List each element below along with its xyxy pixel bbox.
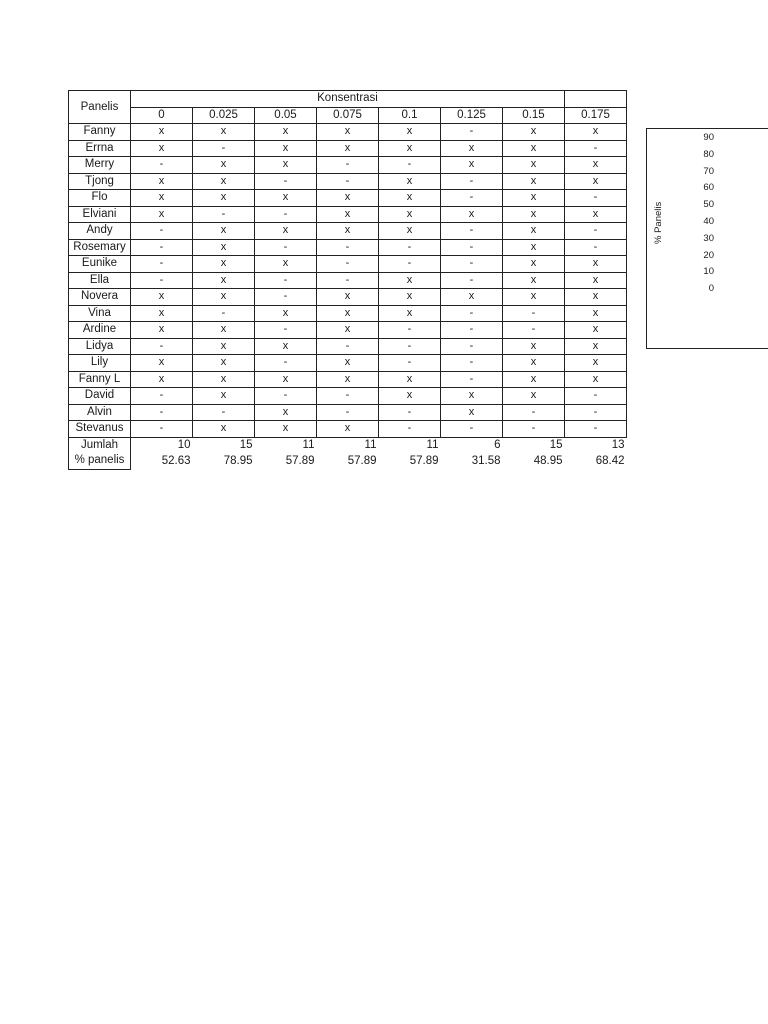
response-mark: - (131, 223, 193, 240)
response-mark: x (193, 124, 255, 141)
response-mark: x (379, 272, 441, 289)
response-mark: x (317, 421, 379, 438)
response-mark: x (255, 371, 317, 388)
response-mark: x (565, 272, 627, 289)
response-mark: - (317, 239, 379, 256)
table-row (69, 305, 627, 322)
response-mark: - (193, 140, 255, 157)
concentration-header: 0.075 (317, 107, 379, 124)
response-mark: x (565, 173, 627, 190)
response-mark: x (317, 223, 379, 240)
response-mark: x (193, 223, 255, 240)
response-mark: x (503, 272, 565, 289)
response-mark: x (131, 305, 193, 322)
response-mark: - (441, 355, 503, 372)
response-mark: - (379, 404, 441, 421)
table-row (69, 322, 627, 339)
table-row (69, 190, 627, 207)
response-mark: x (255, 190, 317, 207)
chart-y-axis-label: % Panelis (653, 201, 664, 244)
response-mark: - (441, 305, 503, 322)
response-mark: - (193, 206, 255, 223)
response-mark: x (193, 173, 255, 190)
response-mark: x (193, 338, 255, 355)
table-row (69, 173, 627, 190)
jumlah-row-value: 11 (302, 438, 315, 451)
response-mark: - (255, 322, 317, 339)
response-mark: - (317, 256, 379, 273)
response-mark: - (131, 157, 193, 174)
response-mark: x (255, 157, 317, 174)
response-mark: x (441, 388, 503, 405)
chart-y-tick: 50 (703, 199, 714, 211)
table-row (69, 404, 627, 421)
response-mark: x (441, 289, 503, 306)
response-mark: x (193, 421, 255, 438)
response-mark: x (565, 322, 627, 339)
chart-y-tick: 80 (703, 148, 714, 160)
percent-panelis-chart (646, 128, 768, 349)
response-mark: x (193, 239, 255, 256)
response-mark: - (441, 256, 503, 273)
response-mark: x (193, 355, 255, 372)
response-mark: x (503, 388, 565, 405)
response-mark: x (565, 371, 627, 388)
response-mark: - (565, 140, 627, 157)
jumlah-row-value: 11 (364, 438, 377, 451)
response-mark: - (255, 289, 317, 306)
response-mark: - (565, 223, 627, 240)
response-mark: x (317, 140, 379, 157)
chart-y-tick: 0 (708, 283, 714, 295)
response-mark: x (379, 223, 441, 240)
response-mark: x (193, 388, 255, 405)
response-mark: x (255, 140, 317, 157)
response-mark: x (317, 206, 379, 223)
response-mark: - (131, 256, 193, 273)
response-mark: x (565, 157, 627, 174)
concentration-header: 0.025 (193, 107, 255, 124)
response-mark: - (441, 190, 503, 207)
concentration-header: 0 (131, 107, 193, 124)
response-mark: - (131, 272, 193, 289)
percent-row-value: 68.42 (595, 454, 625, 467)
response-mark: x (131, 289, 193, 306)
response-mark: x (255, 223, 317, 240)
response-mark: - (131, 239, 193, 256)
response-mark: x (379, 173, 441, 190)
table-row (69, 388, 627, 405)
response-mark: x (193, 256, 255, 273)
panelist-name: Ardine (69, 322, 131, 339)
response-mark: x (565, 289, 627, 306)
response-mark: - (131, 388, 193, 405)
response-mark: x (193, 272, 255, 289)
chart-y-tick: 70 (703, 165, 714, 177)
response-mark: - (441, 338, 503, 355)
response-mark: - (193, 404, 255, 421)
response-mark: x (379, 289, 441, 306)
panelist-name: Novera (69, 289, 131, 306)
response-mark: x (565, 124, 627, 141)
table-row (69, 289, 627, 306)
response-mark: - (503, 404, 565, 421)
response-mark: - (317, 272, 379, 289)
header-konsentrasi-end (565, 91, 627, 108)
response-mark: x (131, 355, 193, 372)
response-mark: x (441, 140, 503, 157)
panelist-name: Elviani (69, 206, 131, 223)
chart-y-tick: 90 (703, 132, 714, 143)
panel-data-table (68, 90, 627, 470)
table-row (69, 239, 627, 256)
response-mark: x (317, 124, 379, 141)
response-mark: x (503, 223, 565, 240)
panelist-name: Ella (69, 272, 131, 289)
response-mark: x (379, 190, 441, 207)
response-mark: - (565, 388, 627, 405)
panelist-name: Fanny (69, 124, 131, 141)
percent-row-value: 52.63 (161, 454, 191, 467)
header-row-concentrations (69, 107, 627, 124)
response-mark: - (317, 338, 379, 355)
panelist-name: Rosemary (69, 239, 131, 256)
response-mark: x (193, 157, 255, 174)
response-mark: x (317, 289, 379, 306)
response-mark: - (255, 206, 317, 223)
percent-row-value: 57.89 (347, 454, 377, 467)
response-mark: - (503, 421, 565, 438)
response-mark: - (379, 421, 441, 438)
response-mark: - (565, 190, 627, 207)
table-row (69, 355, 627, 372)
response-mark: x (317, 190, 379, 207)
table-row (69, 272, 627, 289)
response-mark: x (441, 404, 503, 421)
header-konsentrasi: Konsentrasi (131, 91, 565, 108)
response-mark: x (255, 338, 317, 355)
response-mark: x (503, 190, 565, 207)
panelist-name: Lily (69, 355, 131, 372)
response-mark: - (565, 239, 627, 256)
table-row (69, 421, 627, 438)
response-mark: x (193, 322, 255, 339)
response-mark: - (441, 421, 503, 438)
table-row (69, 124, 627, 141)
response-mark: x (255, 404, 317, 421)
response-mark: - (379, 256, 441, 273)
percent-row-value: 48.95 (533, 454, 563, 467)
response-mark: x (565, 206, 627, 223)
panelist-name: Fanny L (69, 371, 131, 388)
response-mark: - (565, 404, 627, 421)
response-mark: x (255, 256, 317, 273)
response-mark: x (131, 190, 193, 207)
table-row (69, 256, 627, 273)
percent-row-value: 57.89 (285, 454, 315, 467)
response-mark: x (317, 305, 379, 322)
response-mark: - (255, 388, 317, 405)
response-mark: x (565, 338, 627, 355)
response-mark: - (255, 272, 317, 289)
response-mark: x (503, 124, 565, 141)
response-mark: x (441, 157, 503, 174)
response-mark: x (565, 355, 627, 372)
response-mark: x (193, 371, 255, 388)
response-mark: x (317, 322, 379, 339)
response-mark: x (379, 140, 441, 157)
chart-y-tick: 10 (703, 266, 714, 278)
response-mark: x (441, 206, 503, 223)
chart-y-tick: 60 (703, 182, 714, 194)
response-mark: - (379, 338, 441, 355)
response-mark: - (317, 157, 379, 174)
response-mark: x (565, 305, 627, 322)
response-mark: - (379, 157, 441, 174)
jumlah-row-value: 11 (426, 438, 439, 451)
concentration-header: 0.15 (503, 107, 565, 124)
percent-row-value: 31.58 (471, 454, 501, 467)
concentration-header: 0.125 (441, 107, 503, 124)
response-mark: x (379, 124, 441, 141)
panelist-name: David (69, 388, 131, 405)
response-mark: - (131, 338, 193, 355)
response-mark: x (131, 124, 193, 141)
response-mark: - (317, 173, 379, 190)
response-mark: - (441, 272, 503, 289)
response-mark: - (317, 404, 379, 421)
response-mark: - (193, 305, 255, 322)
response-mark: x (193, 190, 255, 207)
panelist-name: Lidya (69, 338, 131, 355)
response-mark: x (565, 256, 627, 273)
response-mark: x (317, 371, 379, 388)
response-mark: - (379, 355, 441, 372)
response-mark: x (503, 173, 565, 190)
response-mark: x (503, 371, 565, 388)
jumlah-row-value: 15 (549, 438, 563, 451)
response-mark: - (131, 404, 193, 421)
panelist-name: Alvin (69, 404, 131, 421)
panelist-name: Vina (69, 305, 131, 322)
percent-row-label: % panelis (69, 453, 131, 469)
panelist-name: Eunike (69, 256, 131, 273)
concentration-header: 0.175 (565, 107, 627, 124)
response-mark: x (131, 371, 193, 388)
response-mark: - (565, 421, 627, 438)
response-mark: - (441, 371, 503, 388)
response-mark: - (441, 124, 503, 141)
chart-y-tick: 20 (703, 249, 714, 261)
response-mark: x (503, 239, 565, 256)
response-mark: - (441, 173, 503, 190)
response-mark: x (379, 388, 441, 405)
response-mark: x (379, 206, 441, 223)
response-mark: x (131, 206, 193, 223)
panelist-name: Merry (69, 157, 131, 174)
response-mark: x (131, 140, 193, 157)
concentration-header: 0.05 (255, 107, 317, 124)
table-row (69, 338, 627, 355)
response-mark: - (441, 239, 503, 256)
response-mark: x (503, 256, 565, 273)
response-mark: - (255, 355, 317, 372)
response-mark: - (379, 239, 441, 256)
jumlah-row-value: 13 (611, 438, 625, 451)
response-mark: - (441, 223, 503, 240)
chart-y-tick: 30 (703, 232, 714, 244)
table-row (69, 206, 627, 223)
percent-row-value: 57.89 (409, 454, 439, 467)
response-mark: x (379, 371, 441, 388)
jumlah-row-value: 10 (177, 438, 191, 451)
response-mark: - (255, 239, 317, 256)
concentration-header: 0.1 (379, 107, 441, 124)
response-mark: - (441, 322, 503, 339)
response-mark: x (255, 124, 317, 141)
jumlah-row-value: 15 (239, 438, 253, 451)
response-mark: x (193, 289, 255, 306)
response-mark: - (503, 322, 565, 339)
response-mark: x (503, 206, 565, 223)
header-panelis: Panelis (69, 91, 131, 124)
table-row (69, 157, 627, 174)
panelist-name: Flo (69, 190, 131, 207)
panelist-name: Andy (69, 223, 131, 240)
response-mark: x (379, 305, 441, 322)
jumlah-row (69, 437, 627, 453)
response-mark: - (379, 322, 441, 339)
response-mark: - (503, 305, 565, 322)
table-row (69, 371, 627, 388)
panelist-name: Stevanus (69, 421, 131, 438)
percent-row-value: 78.95 (223, 454, 253, 467)
response-mark: x (503, 355, 565, 372)
table-row (69, 223, 627, 240)
response-mark: x (503, 157, 565, 174)
response-mark: - (255, 173, 317, 190)
response-mark: x (503, 338, 565, 355)
response-mark: - (131, 421, 193, 438)
response-mark: x (255, 305, 317, 322)
response-mark: x (131, 322, 193, 339)
response-mark: x (503, 140, 565, 157)
table-row (69, 140, 627, 157)
chart-y-tick: 40 (703, 216, 714, 227)
jumlah-row-value: 6 (494, 438, 501, 451)
response-mark: x (131, 173, 193, 190)
header-row-konsentrasi (69, 91, 627, 108)
response-mark: x (503, 289, 565, 306)
percent-row (69, 453, 627, 469)
response-mark: x (255, 421, 317, 438)
response-mark: - (317, 388, 379, 405)
panelist-name: Errna (69, 140, 131, 157)
response-mark: x (317, 355, 379, 372)
jumlah-row-label: Jumlah (69, 437, 131, 453)
panelist-name: Tjong (69, 173, 131, 190)
